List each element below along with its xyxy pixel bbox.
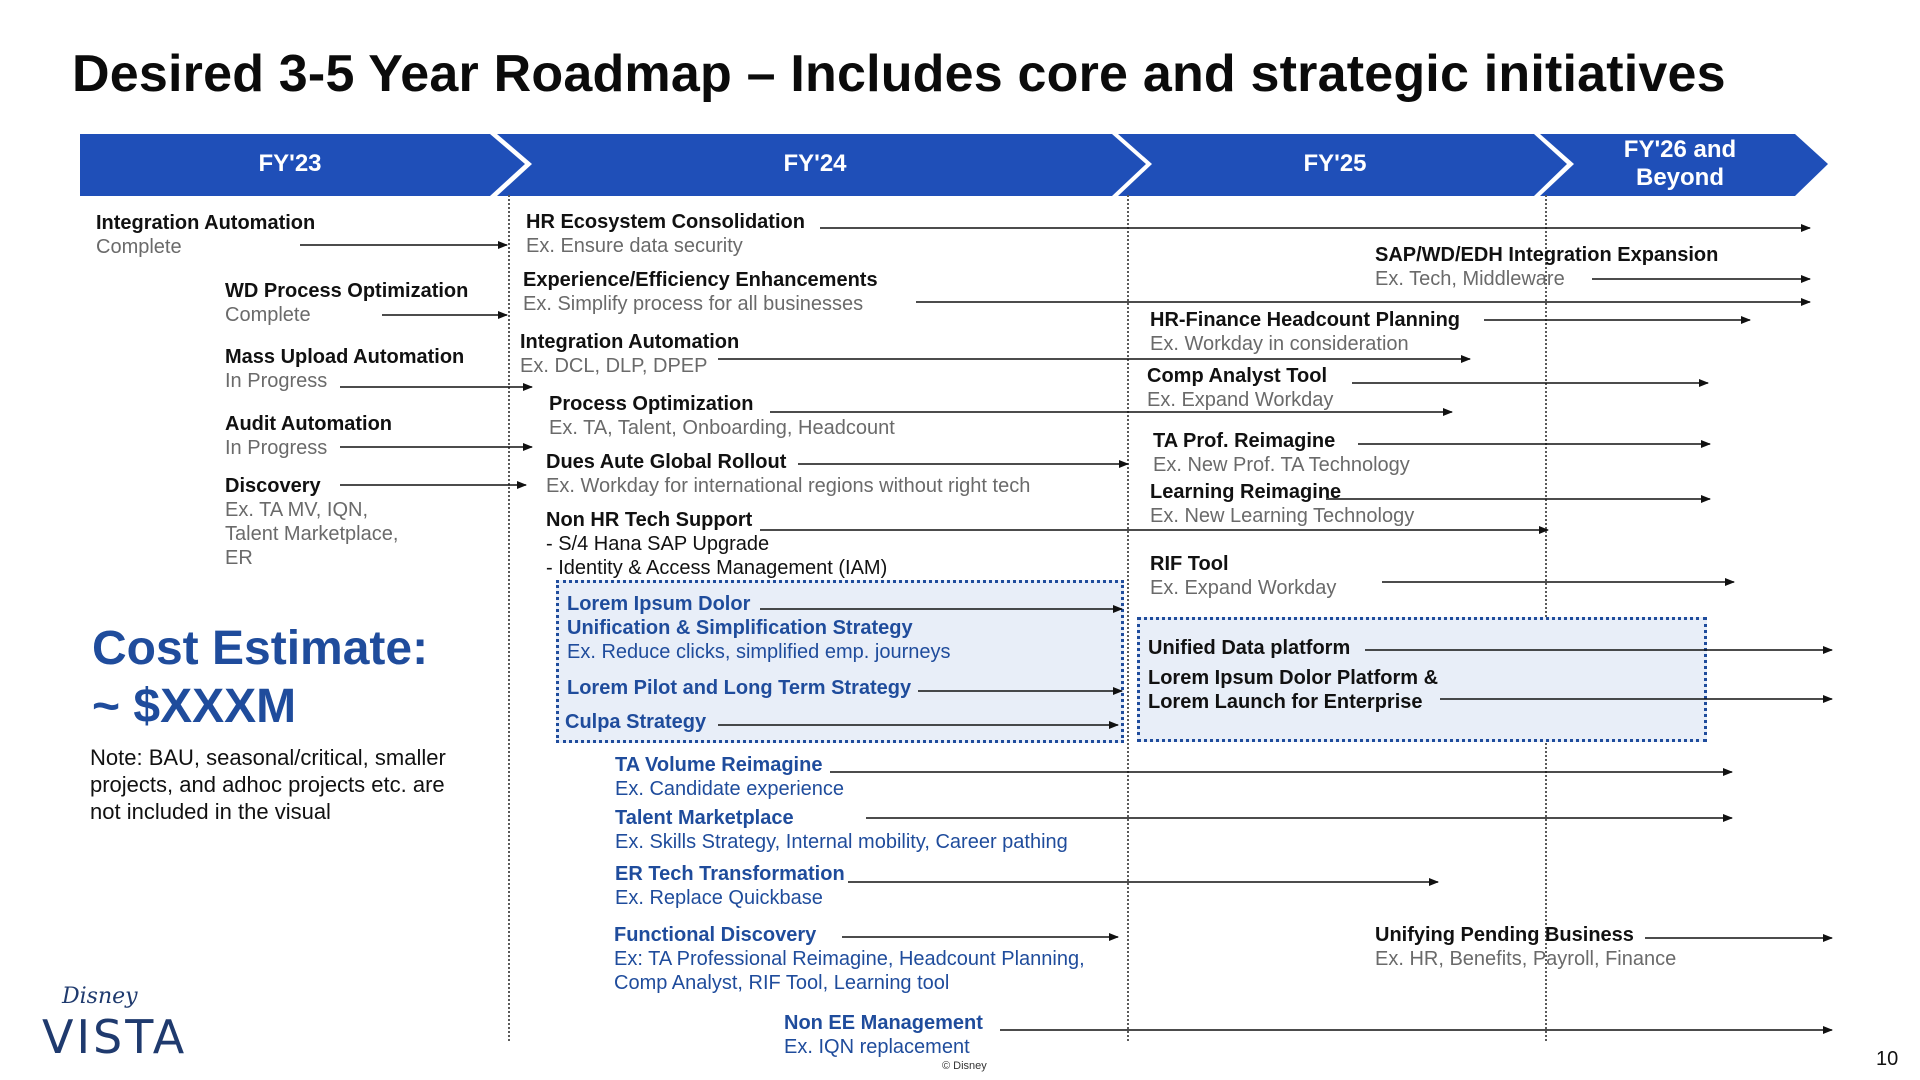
item-sap-wd-edh: SAP/WD/EDH Integration Expansion Ex. Tech, Middleware [1375,244,1719,290]
cost-estimate [92,620,428,736]
item-unifying-pending-business: Unifying Pending Business Ex. HR, Benefits, Payroll, Finance [1375,924,1677,970]
item-dues-global-rollout: Dues Aute Global Rollout Ex. Workday for international regions without right tech [546,451,1031,497]
item-process-optimization: Process Optimization Ex. TA, Talent, Onboarding, Headcount [549,393,895,439]
item-lorem-pilot: Lorem Pilot and Long Term Strategy [567,677,912,699]
item-hr-ecosystem-consolidation: HR Ecosystem Consolidation Ex. Ensure data security [526,211,805,257]
copyright: © Disney [942,1060,987,1072]
item-ta-volume-reimagine: TA Volume Reimagine Ex. Candidate experience [615,754,845,800]
item-functional-discovery: Functional Discovery Ex: TA Professional Reimagine, Headcount Planning, Comp Analyst, RIF Tool, Learning tool [614,924,1085,994]
item-unified-data-platform: Unified Data platform [1148,637,1351,659]
item-er-tech-transformation: ER Tech Transformation Ex. Replace Quickbase [615,863,845,909]
fy25-label: FY'25 [1303,150,1367,177]
fy23-label: FY'23 [258,150,322,177]
page-number: 10 [1876,1048,1899,1070]
item-non-ee-management: Non EE Management Ex. IQN replacement [784,1012,983,1058]
item-comp-analyst-tool: Comp Analyst Tool Ex. Expand Workday [1147,365,1334,411]
logo-vista-text: VISTA [42,1010,188,1064]
item-lorem-platform: Lorem Ipsum Dolor Platform & Lorem Launch for Enterprise [1148,667,1439,713]
logo-disney-text: Disney [62,984,138,1009]
fy26-label-line1: FY'26 and [1623,136,1737,163]
item-integration-automation: Integration Automation Complete [96,212,316,258]
item-discovery: Discovery Ex. TA MV, IQN, Talent Marketplace, ER [225,475,399,569]
item-lorem-ipsum-dolor: Lorem Ipsum Dolor Unification & Simplification Strategy Ex. Reduce clicks, simplified emp. journeys [567,593,951,663]
item-non-hr-tech-support: Non HR Tech Support - S/4 Hana SAP Upgrade - Identity & Access Management (IAM) [546,509,888,579]
item-talent-marketplace: Talent Marketplace Ex. Skills Strategy, Internal mobility, Career pathing [615,807,1068,853]
disney-vista-logo [28,984,188,1064]
cost-estimate-line1: Cost Estimate: [92,622,429,675]
item-mass-upload-automation: Mass Upload Automation In Progress [225,346,465,392]
item-rif-tool: RIF Tool Ex. Expand Workday [1150,553,1337,599]
fy24-label: FY'24 [783,150,847,177]
item-culpa-strategy: Culpa Strategy [565,711,707,733]
cost-estimate-line2: ~ $XXXM [92,680,297,733]
item-learning-reimagine: Learning Reimagine Ex. New Learning Technology [1150,481,1415,527]
item-experience-efficiency: Experience/Efficiency Enhancements Ex. Simplify process for all businesses [523,269,878,315]
item-hr-finance-headcount: HR-Finance Headcount Planning Ex. Workday in consideration [1150,309,1461,355]
item-ta-prof-reimagine: TA Prof. Reimagine Ex. New Prof. TA Technology [1153,430,1410,476]
note-text: Note: BAU, seasonal/critical, smaller projects, and adhoc projects etc. are not included in the visual [90,745,446,824]
item-wd-process-optimization: WD Process Optimization Complete [225,280,469,326]
fy26-label-line2: Beyond [1635,164,1724,191]
item-integration-automation-fy24: Integration Automation Ex. DCL, DLP, DPEP [520,331,740,377]
item-audit-automation: Audit Automation In Progress [225,413,393,459]
page-title: Desired 3-5 Year Roadmap – Includes core and strategic initiatives [72,45,1726,103]
